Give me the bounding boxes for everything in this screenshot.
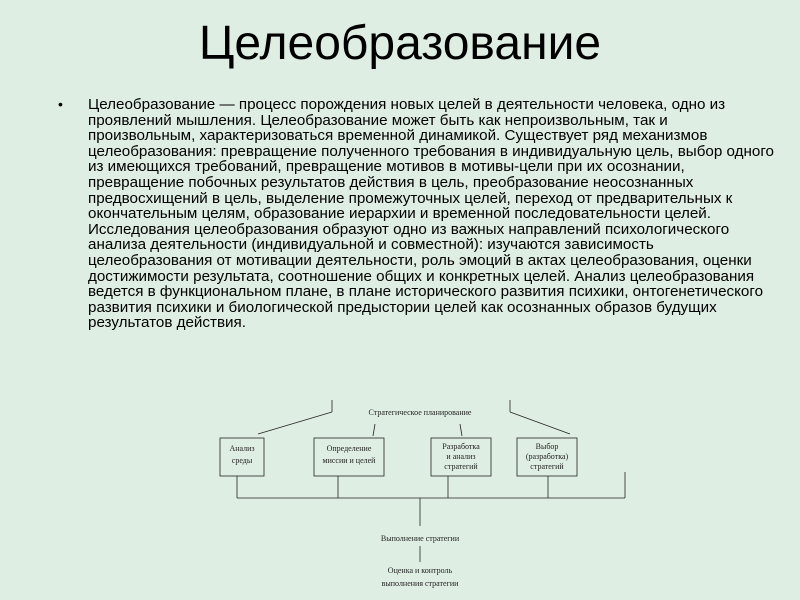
box-label-line: стратегий xyxy=(530,462,564,471)
box-label-line: Определение xyxy=(326,444,372,453)
box-label-line: Выбор xyxy=(535,442,559,451)
box-label-line: миссии и целей xyxy=(322,456,376,465)
connector xyxy=(258,412,332,434)
box-label-line: Анализ xyxy=(229,444,255,453)
box-label-line: среды xyxy=(231,456,253,465)
box-label-line: (разработка) xyxy=(525,452,569,461)
slide-title: Целеобразование xyxy=(198,17,602,70)
box-label-line: Разработка xyxy=(442,442,480,451)
evaluation-label-line: Оценка и контроль xyxy=(387,566,453,575)
connector xyxy=(373,424,375,436)
connector xyxy=(510,412,570,434)
evaluation-label-line: выполнения стратегии xyxy=(381,579,459,588)
box-label-line: стратегий xyxy=(444,462,478,471)
box-label-line: и анализ xyxy=(446,452,476,461)
connector xyxy=(460,424,462,436)
execution-label: Выполнение стратегии xyxy=(380,534,460,543)
diagram-top-label: Стратегическое планирование xyxy=(368,408,472,417)
bullet-marker: • xyxy=(58,96,63,112)
body-text: Целеобразование — процесс порождения новых целей в деятельности человека, одно из проявлений мышления. Целеобразование может быть как непроизвольным, так и произвольным, характеризоваться временной динамикой. Существует ряд механизмов целеобразования: превращение полученного требования в индивидуальную цель, выбор одного из имеющихся требований, превращение мотивов в мотивы-цели при их осознании, превращение побочных результатов действия в цель, преобразование неосознанных предвосхищений в цель, выделение промежуточных целей, переход от предварительных к окончательным целям, образование иерархии и временной последовательности целей. Исследования целеобразования образуют одно из важных направлений психологического анализа деятельности (индивидуальной и совместной): изучаются зависимость целеобразования от мотивации деятельности, роль эмоций в актах целеобразования, оценки достижимости результата, соотношение общих и конкретных целей. Анализ целеобразования ведется в функциональном плане, в плане исторического развития психики, онтогенетического развития психики и биологической предыстории целей как осознанных образов будущих результатов действия. xyxy=(88,96,774,332)
